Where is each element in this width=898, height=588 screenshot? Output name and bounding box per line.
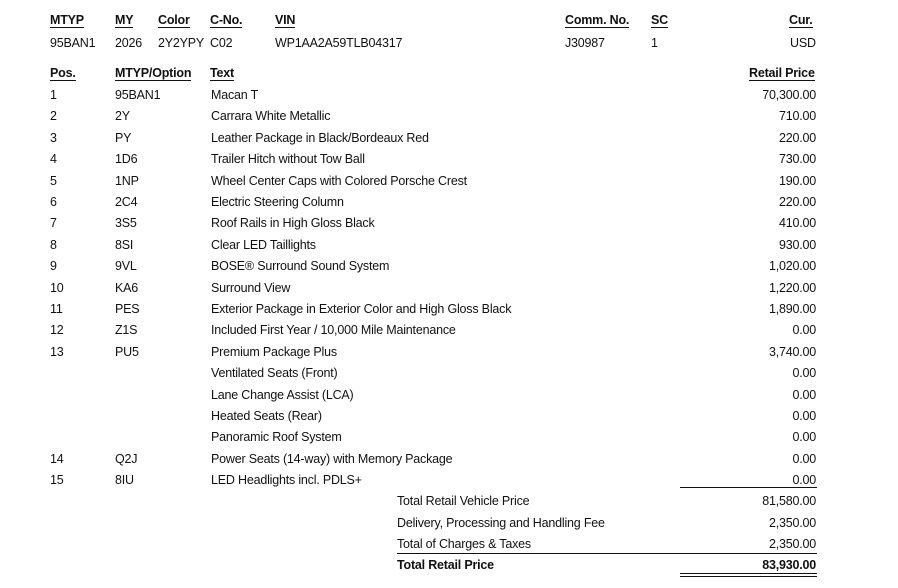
row-price: 3,740.00 xyxy=(768,345,816,359)
row-option-code: 8IU xyxy=(115,473,134,487)
row-price: 0.00 xyxy=(792,388,816,402)
row-option-code: KA6 xyxy=(115,281,139,295)
total-label: Total Retail Price xyxy=(397,558,494,572)
row-option-code: 95BAN1 xyxy=(115,88,161,102)
sc-value: 1 xyxy=(651,36,658,50)
row-option-code: 8SI xyxy=(115,238,134,252)
cno-header: C-No. xyxy=(210,13,243,27)
row-price: 1,220.00 xyxy=(768,281,816,295)
row-price: 730.00 xyxy=(778,152,816,166)
grand-total-rule-bottom-2 xyxy=(680,576,817,577)
sc-header: SC xyxy=(651,13,668,27)
row-pos: 1 xyxy=(50,88,57,102)
row-option-code: PY xyxy=(115,131,132,145)
text-header: Text xyxy=(210,66,234,80)
row-text: Clear LED Taillights xyxy=(211,238,316,252)
currency-header: Cur. xyxy=(789,13,813,27)
row-pos: 6 xyxy=(50,195,57,209)
row-text: Roof Rails in High Gloss Black xyxy=(211,216,375,230)
vin-value: WP1AA2A59TLB04317 xyxy=(275,36,403,50)
row-text: Included First Year / 10,000 Mile Maintenance xyxy=(211,323,456,337)
row-pos: 13 xyxy=(50,345,64,359)
row-option-code: 2C4 xyxy=(115,195,138,209)
code-header: MTYP/Option xyxy=(115,66,192,80)
row-text: Trailer Hitch without Tow Ball xyxy=(211,152,365,166)
row-text: Leather Package in Black/Bordeaux Red xyxy=(211,131,429,145)
row-text: Carrara White Metallic xyxy=(211,109,331,123)
my-value: 2026 xyxy=(115,36,143,50)
total-value: 81,580.00 xyxy=(762,494,816,508)
total-label: Total Retail Vehicle Price xyxy=(397,494,530,508)
row-text: Panoramic Roof System xyxy=(211,430,342,444)
color-header: Color xyxy=(158,13,190,27)
row-option-code: PU5 xyxy=(115,345,139,359)
row-price: 0.00 xyxy=(792,473,816,487)
row-pos: 5 xyxy=(50,174,57,188)
row-text: BOSE® Surround Sound System xyxy=(211,259,390,273)
total-value: 83,930.00 xyxy=(762,558,816,572)
row-pos: 2 xyxy=(50,109,57,123)
subtotal-rule xyxy=(680,487,817,488)
row-pos: 3 xyxy=(50,131,57,145)
total-value: 2,350.00 xyxy=(768,516,816,530)
row-price: 0.00 xyxy=(792,430,816,444)
my-header: MY xyxy=(115,13,134,27)
row-price: 0.00 xyxy=(792,323,816,337)
row-text: Heated Seats (Rear) xyxy=(211,409,322,423)
row-pos: 10 xyxy=(50,281,64,295)
price-header: Retail Price xyxy=(749,66,815,80)
row-price: 1,890.00 xyxy=(768,302,816,316)
currency-value: USD xyxy=(790,36,816,50)
row-option-code: Z1S xyxy=(115,323,138,337)
total-value: 2,350.00 xyxy=(768,537,816,551)
row-text: Exterior Package in Exterior Color and High Gloss Black xyxy=(211,302,512,316)
total-label: Total of Charges & Taxes xyxy=(397,537,531,551)
row-price: 0.00 xyxy=(792,409,816,423)
row-price: 0.00 xyxy=(792,366,816,380)
row-price: 0.00 xyxy=(792,452,816,466)
mtyp-value: 95BAN1 xyxy=(50,36,96,50)
row-text: LED Headlights incl. PDLS+ xyxy=(211,473,362,487)
row-pos: 4 xyxy=(50,152,57,166)
color-value: 2Y2YPY xyxy=(158,36,205,50)
row-option-code: 2Y xyxy=(115,109,130,123)
row-text: Electric Steering Column xyxy=(211,195,344,209)
comm-no-value: J30987 xyxy=(565,36,605,50)
row-price: 190.00 xyxy=(778,174,816,188)
row-option-code: 9VL xyxy=(115,259,137,273)
row-price: 70,300.00 xyxy=(762,88,816,102)
row-price: 410.00 xyxy=(778,216,816,230)
row-text: Power Seats (14-way) with Memory Package xyxy=(211,452,453,466)
row-text: Macan T xyxy=(211,88,259,102)
row-price: 220.00 xyxy=(778,131,816,145)
row-pos: 11 xyxy=(50,302,63,316)
row-text: Lane Change Assist (LCA) xyxy=(211,388,354,402)
row-pos: 8 xyxy=(50,238,57,252)
cno-value: C02 xyxy=(210,36,233,50)
row-pos: 14 xyxy=(50,452,64,466)
row-price: 220.00 xyxy=(778,195,816,209)
row-pos: 12 xyxy=(50,323,64,337)
vin-header: VIN xyxy=(275,13,296,27)
pos-header: Pos. xyxy=(50,66,76,80)
row-pos: 7 xyxy=(50,216,57,230)
row-option-code: 1D6 xyxy=(115,152,138,166)
row-option-code: Q2J xyxy=(115,452,138,466)
row-text: Premium Package Plus xyxy=(211,345,337,359)
mtyp-header: MTYP xyxy=(50,13,84,27)
row-option-code: 3S5 xyxy=(115,216,137,230)
row-price: 930.00 xyxy=(778,238,816,252)
row-pos: 15 xyxy=(50,473,64,487)
grand-total-rule-top xyxy=(397,553,817,554)
row-text: Ventilated Seats (Front) xyxy=(211,366,338,380)
row-pos: 9 xyxy=(50,259,57,273)
comm-no-header: Comm. No. xyxy=(565,13,630,27)
row-price: 710.00 xyxy=(778,109,816,123)
row-option-code: PES xyxy=(115,302,140,316)
row-text: Wheel Center Caps with Colored Porsche Crest xyxy=(211,174,467,188)
grand-total-rule-bottom-1 xyxy=(680,573,817,574)
total-label: Delivery, Processing and Handling Fee xyxy=(397,516,605,530)
row-price: 1,020.00 xyxy=(768,259,816,273)
row-option-code: 1NP xyxy=(115,174,139,188)
row-text: Surround View xyxy=(211,281,291,295)
